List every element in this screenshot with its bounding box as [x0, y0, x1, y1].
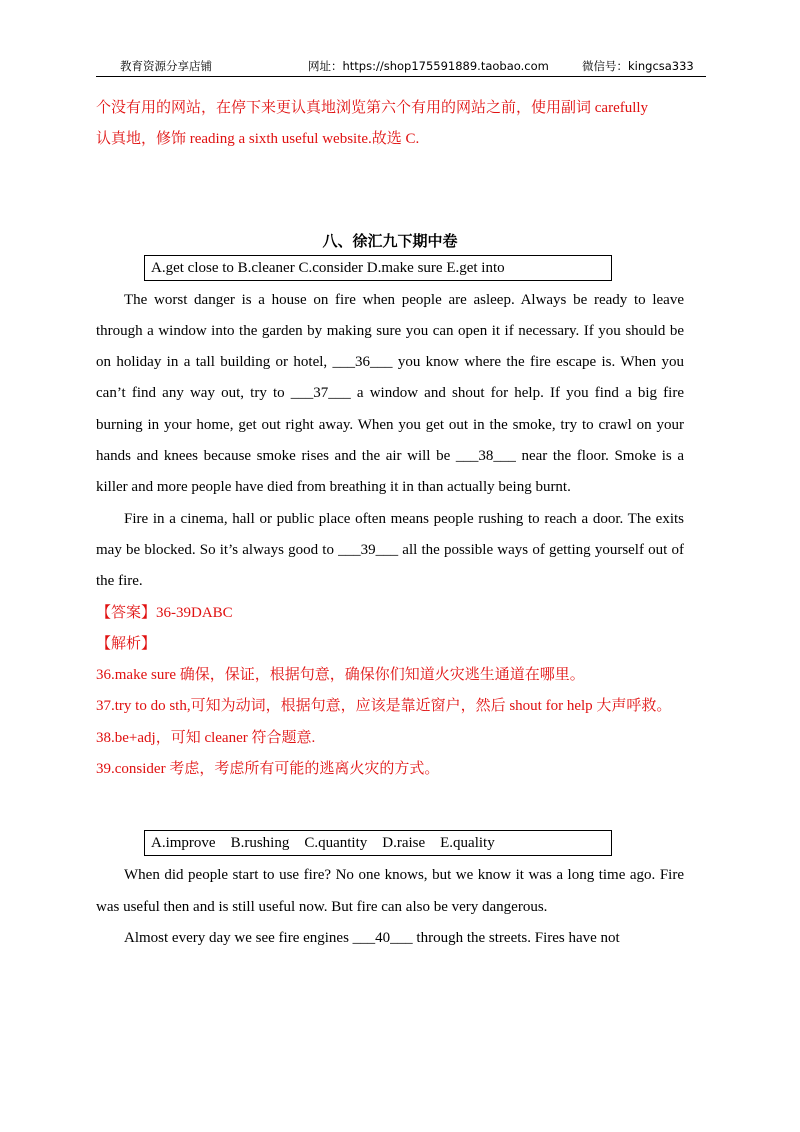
- analysis-item-36: 36.make sure 确保，保证，根据句意，确保你们知道火灾逃生通道在哪里。: [96, 667, 585, 684]
- analysis-label: 【解析】: [96, 635, 157, 652]
- option-box-1: A.get close to B.cleaner C.consider D.make sure E.get into: [144, 255, 612, 281]
- page-header: [96, 58, 706, 77]
- analysis-item-39: 39.consider 考虑，考虑所有可能的逃离火灾的方式。: [96, 761, 440, 778]
- section-title: 八、徐汇九下期中卷: [322, 231, 458, 250]
- analysis-item-38: 38.be+adj，可知 cleaner 符合题意.: [96, 729, 316, 746]
- intro-line-2: 认真地，修饰 reading a sixth useful website.故选 C.: [96, 131, 420, 148]
- passage2-paragraph-1: When did people start to use fire? No one knows, but we know it was a long time ago. Fire was useful then and is still useful now. But fire can also be very dangerous.: [96, 867, 684, 915]
- passage-paragraph-2: Fire in a cinema, hall or public place often means people rushing to reach a door. The exits may be blocked. So it’s always good to ___39___ all the possible ways of getting yourself out of the fire.: [96, 510, 684, 590]
- header-website[interactable]: 网址：https://shop175591889.taobao.com: [308, 59, 549, 73]
- document-body: [96, 93, 684, 954]
- header-wechat: 微信号：kingcsa333: [582, 59, 694, 73]
- intro-line-1: 个没有用的网站，在停下来更认真地浏览第六个有用的网站之前，使用副词 carefully: [96, 100, 649, 116]
- header-shop-name: 教育资源分享店铺: [120, 59, 212, 73]
- passage2-paragraph-2: Almost every day we see fire engines ___40___ through the streets. Fires have not: [124, 929, 620, 946]
- option-box-2: A.improve B.rushing C.quantity D.raise E.quality: [144, 830, 612, 856]
- passage-paragraph-1: The worst danger is a house on fire when people are asleep. Always be ready to leave through a window into the garden by making sure you can open it if necessary. If you should be on holiday in a tall building or hotel, ___36___ you know where the fire escape is. When you can’t find any way out, try to ___37___ a window and shout for help. If you find a big fire burning in your home, get out right away. When you get out in the smoke, try to crawl on your hands and knees because smoke rises and the air will be ___38___ near the floor. Smoke is a killer and more people have died from breathing it in than actually being burnt.: [96, 291, 684, 496]
- analysis-item-37: 37.try to do sth,可知为动词，根据句意，应该是靠近窗户，然后 shout for help 大声呼救。: [96, 698, 672, 715]
- answer-line: 【答案】36-39DABC: [96, 604, 233, 621]
